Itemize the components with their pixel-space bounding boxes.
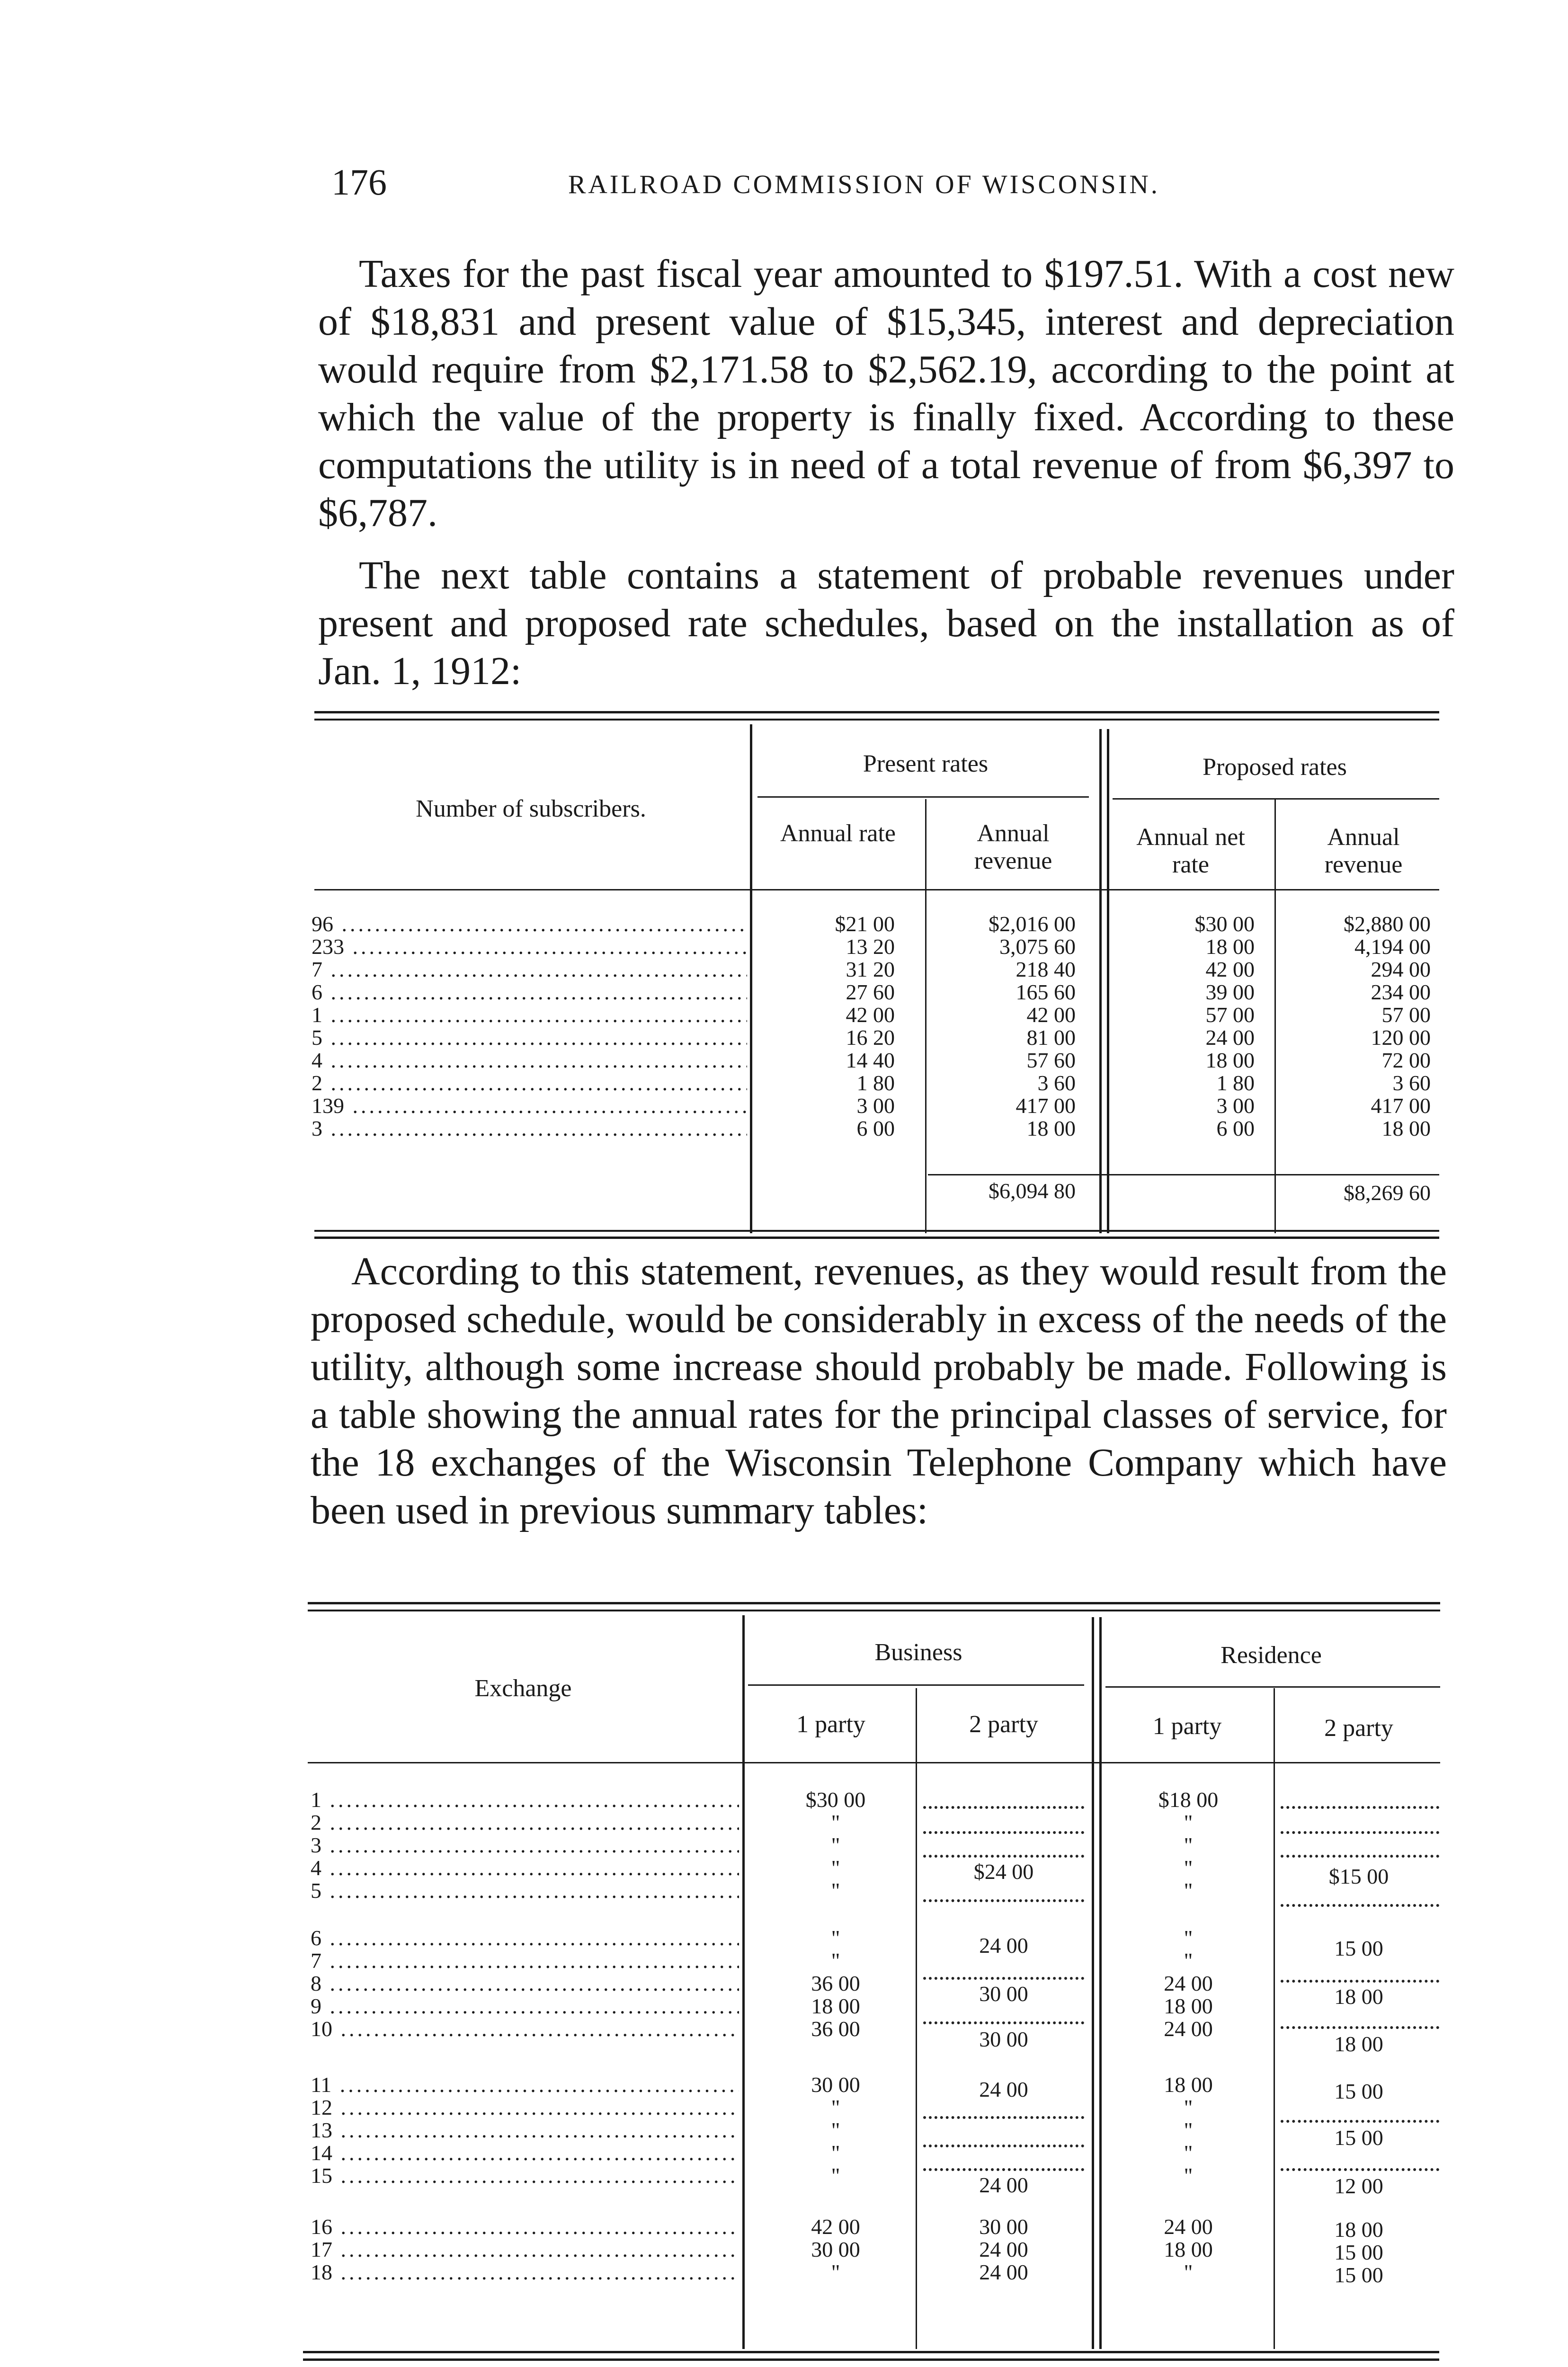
exchange-number: 7 ..... (311, 1949, 739, 1972)
table1-divider (1099, 729, 1102, 1233)
subscriber-count: 4 ..... (312, 1049, 747, 1072)
ditto-mark: " (1184, 1878, 1193, 1903)
proposed-revenue-cell: 3 60 (1392, 1071, 1431, 1095)
table2-top-rule-2 (308, 1610, 1440, 1611)
table1-total-rule (928, 1174, 1439, 1175)
ditto-mark: " (1184, 2118, 1193, 2142)
exchange-number: 9 ..... (311, 1995, 739, 2018)
dotted-cell (923, 2021, 1084, 2024)
ditto-mark: " (831, 2118, 840, 2142)
present-revenue-cell: 218 40 (1016, 957, 1076, 981)
page-number: 176 (331, 161, 387, 203)
business-1-party-group-3 (788, 2073, 883, 2187)
exchange-number: 8 ..... (311, 1972, 739, 1995)
present-revenue-cell: 81 00 (1026, 1025, 1076, 1050)
table1-divider (1274, 799, 1276, 1233)
table2-header-rule (308, 1762, 1440, 1763)
ditto-mark: " (1184, 2095, 1193, 2119)
exchange-number: 6 ..... (311, 1927, 739, 1949)
subscriber-count: 233 ..... (312, 935, 747, 958)
proposed-rate-cell: 3 00 (1216, 1094, 1255, 1118)
dotted-cell (923, 1899, 1084, 1902)
proposed-revenue-cell: 4,194 00 (1354, 934, 1431, 959)
ditto-mark: " (1184, 1833, 1193, 1857)
dotted-cell (923, 1831, 1084, 1834)
proposed-rate-cell: $30 00 (1194, 912, 1255, 936)
proposed-revenue-cell: 57 00 (1381, 1003, 1431, 1027)
table2-group-rule (748, 1684, 1084, 1686)
proposed-revenue-cell: 234 00 (1371, 980, 1431, 1004)
dotted-cell (1281, 1980, 1439, 1983)
subscriber-count: 5 ..... (312, 1026, 747, 1049)
ditto-mark: " (831, 2163, 840, 2188)
present-rate-cell: $21 00 (835, 912, 895, 936)
exchange-number: 16 ..... (311, 2216, 739, 2238)
table1-header-rule (314, 889, 1439, 890)
table1-group-rule (757, 796, 1089, 798)
subscriber-count: 139 ..... (312, 1095, 747, 1117)
rate-cell: 15 00 (1334, 1936, 1383, 1960)
table1-top-rule-2 (314, 719, 1439, 721)
proposed-rate-cell: 42 00 (1205, 957, 1255, 981)
proposed-revenue-cell: 18 00 (1381, 1116, 1431, 1140)
total-proposed-revenue: $8,269 60 (1344, 1181, 1431, 1205)
residence-1-party-group-1 (1141, 1789, 1236, 1902)
present-rate-cell: 42 00 (846, 1003, 895, 1027)
rate-cell: 24 00 (1164, 1971, 1213, 1995)
exchange-number: 1 ..... (311, 1789, 739, 1811)
present-annual-revenue-column (952, 913, 1076, 1140)
rate-cell: $18 00 (1158, 1788, 1219, 1812)
rate-cell: $15 00 (1328, 1864, 1389, 1888)
dotted-cell (1281, 1806, 1439, 1809)
exchange-number: 11 ..... (311, 2073, 739, 2096)
exchange-number: 3 ..... (311, 1834, 739, 1857)
rate-cell: 24 00 (979, 2260, 1028, 2284)
table1-divider (1107, 729, 1109, 1233)
ditto-mark: " (1184, 2141, 1193, 2165)
rate-cell: 24 00 (979, 2237, 1028, 2261)
present-rate-cell: 1 80 (856, 1071, 895, 1095)
table2-divider (1274, 1688, 1275, 2349)
rate-cell: 18 00 (1334, 1984, 1383, 2009)
rate-cell: $30 00 (805, 1788, 866, 1812)
header-present-rates: Present rates (863, 750, 989, 777)
paragraph-table-intro: The next table contains a statement of probable revenues under present and proposed rate schedules, based on the installation as of Jan. 1, 1912: (318, 553, 1454, 693)
rate-cell: 15 00 (1334, 2240, 1383, 2264)
rate-cell: 18 00 (811, 1994, 860, 2018)
rate-cell: 18 00 (1164, 2073, 1213, 2097)
ditto-mark: " (831, 1833, 840, 1857)
proposed-revenue-cell: $2,880 00 (1344, 912, 1431, 936)
business-1-party-group-4 (788, 2216, 883, 2284)
rate-cell: 30 00 (979, 2215, 1028, 2239)
present-rate-cell: 27 60 (846, 980, 895, 1004)
rate-cell: 18 00 (1334, 2032, 1383, 2056)
exchange-group-2 (311, 1927, 739, 2040)
table1-group-rule (1113, 798, 1439, 800)
proposed-rate-cell: 24 00 (1205, 1025, 1255, 1050)
residence-1-party-group-3 (1141, 2073, 1236, 2187)
table1-divider (750, 724, 752, 1233)
exchange-group-1 (311, 1789, 739, 1902)
header-business-1-party: 1 party (796, 1711, 865, 1738)
rate-cell: 15 00 (1334, 2079, 1383, 2103)
proposed-net-rate-column (1155, 913, 1255, 1140)
rate-cell: 24 00 (979, 2173, 1028, 2197)
rate-cell: 24 00 (1164, 2215, 1213, 2239)
rate-cell: 12 00 (1334, 2174, 1383, 2198)
exchange-number: 10 ..... (311, 2018, 739, 2040)
proposed-rate-cell: 39 00 (1205, 980, 1255, 1004)
proposed-annual-revenue-column (1307, 913, 1431, 1140)
rate-cell: 36 00 (811, 2017, 860, 2041)
table1-bottom-rule-2 (314, 1237, 1439, 1239)
ditto-mark: " (1184, 1926, 1193, 1950)
header-annual-net-rate: Annual net rate (1136, 824, 1245, 878)
business-1-party-group-2 (788, 1927, 883, 2040)
header-number-of-subscribers: Number of subscribers. (416, 795, 646, 822)
proposed-revenue-cell: 72 00 (1381, 1048, 1431, 1072)
dotted-cell (923, 2116, 1084, 2119)
header-residence: Residence (1221, 1642, 1322, 1669)
proposed-revenue-cell: 294 00 (1371, 957, 1431, 981)
ditto-mark: " (1184, 2260, 1193, 2284)
rate-cell: 42 00 (811, 2215, 860, 2239)
header-exchange: Exchange (474, 1675, 572, 1702)
header-annual-rate: Annual rate (780, 820, 896, 847)
rate-cell: 18 00 (1164, 2237, 1213, 2261)
header-annual-revenue-proposed: Annual revenue (1324, 824, 1403, 878)
ditto-mark: " (831, 2095, 840, 2119)
rate-cell: 15 00 (1334, 2126, 1383, 2150)
present-revenue-cell: 3,075 60 (999, 934, 1076, 959)
table2-divider (916, 1688, 917, 2349)
rate-cell: 30 00 (811, 2237, 860, 2261)
proposed-rate-cell: 18 00 (1205, 1048, 1255, 1072)
subscriber-count: 3 ..... (312, 1117, 747, 1140)
rate-cell: 15 00 (1334, 2263, 1383, 2287)
present-revenue-cell: 42 00 (1026, 1003, 1076, 1027)
header-business: Business (874, 1639, 962, 1666)
exchange-number: 13 ..... (311, 2119, 739, 2142)
header-proposed-rates: Proposed rates (1203, 754, 1347, 781)
header-residence-1-party: 1 party (1152, 1713, 1222, 1740)
rate-cell: 30 00 (979, 1982, 1028, 2006)
residence-1-party-group-4 (1141, 2216, 1236, 2284)
exchange-number: 5 ..... (311, 1879, 739, 1902)
rate-cell: 24 00 (1164, 2017, 1213, 2041)
rate-cell: 36 00 (811, 1971, 860, 1995)
running-title: RAILROAD COMMISSION OF WISCONSIN. (568, 170, 1160, 199)
table1-divider (925, 799, 927, 1233)
header-business-2-party: 2 party (969, 1711, 1038, 1738)
subscribers-column (312, 913, 747, 1140)
proposed-revenue-cell: 120 00 (1371, 1025, 1431, 1050)
rate-cell: $24 00 (973, 1860, 1034, 1884)
exchange-number: 17 ..... (311, 2238, 739, 2261)
exchange-number: 2 ..... (311, 1811, 739, 1834)
exchange-number: 18 ..... (311, 2261, 739, 2284)
dotted-cell (923, 1855, 1084, 1858)
dotted-cell (923, 1806, 1084, 1809)
subscriber-count: 6 ..... (312, 981, 747, 1004)
dotted-cell (923, 2168, 1084, 2171)
exchange-number: 12 ..... (311, 2096, 739, 2119)
residence-1-party-group-2 (1141, 1927, 1236, 2040)
subscriber-count: 1 ..... (312, 1004, 747, 1026)
subscriber-count: 96 ..... (312, 913, 747, 935)
rate-cell: 24 00 (979, 1933, 1028, 1958)
subscriber-count: 2 ..... (312, 1072, 747, 1095)
present-revenue-cell: 18 00 (1026, 1116, 1076, 1140)
header-residence-2-party: 2 party (1324, 1715, 1393, 1742)
table2-divider (1092, 1617, 1094, 2349)
ditto-mark: " (831, 1878, 840, 1903)
rate-cell: 18 00 (1334, 2217, 1383, 2242)
ditto-mark: " (1184, 1949, 1193, 1973)
present-rate-cell: 6 00 (856, 1116, 895, 1140)
exchange-number: 14 ..... (311, 2142, 739, 2164)
proposed-revenue-cell: 417 00 (1371, 1094, 1431, 1118)
rate-cell: 30 00 (979, 2027, 1028, 2051)
total-present-revenue: $6,094 80 (989, 1179, 1076, 1203)
ditto-mark: " (1184, 1810, 1193, 1834)
proposed-rate-cell: 1 80 (1216, 1071, 1255, 1095)
proposed-rate-cell: 18 00 (1205, 934, 1255, 959)
paragraph-taxes: Taxes for the past fiscal year amounted to $197.51. With a cost new of $18,831 and present value of $15,345, interest and depreciation would require from $2,171.58 to $2,562.19, according to the point at which the value of the property is finally fixed. According to these computations the utility is in need of a total revenue of from $6,397 to $6,787. (318, 252, 1454, 535)
rate-cell: 24 00 (979, 2077, 1028, 2101)
present-rate-cell: 13 20 (846, 934, 895, 959)
ditto-mark: " (831, 1949, 840, 1973)
ditto-mark: " (831, 2260, 840, 2284)
present-revenue-cell: 165 60 (1016, 980, 1076, 1004)
present-rate-cell: 14 40 (846, 1048, 895, 1072)
dotted-cell (1281, 1855, 1439, 1858)
exchange-number: 15 ..... (311, 2164, 739, 2187)
dotted-cell (923, 1977, 1084, 1980)
table2-divider (1099, 1617, 1102, 2349)
table1-bottom-rule (314, 1230, 1439, 1232)
residence-2-party-group-4 (1311, 2218, 1406, 2287)
table2-divider (742, 1615, 745, 2349)
dotted-cell (1281, 2120, 1439, 2123)
business-1-party-group-1 (788, 1789, 883, 1902)
ditto-mark: " (831, 1926, 840, 1950)
ditto-mark: " (1184, 2163, 1193, 2188)
proposed-rate-cell: 6 00 (1216, 1116, 1255, 1140)
present-annual-rate-column (805, 913, 895, 1140)
exchange-group-3 (311, 2073, 739, 2187)
present-rate-cell: 3 00 (856, 1094, 895, 1118)
table2-bottom-rule (303, 2351, 1439, 2353)
header-annual-revenue: Annual revenue (974, 820, 1052, 874)
dotted-cell (1281, 2026, 1439, 2029)
rate-cell: 18 00 (1164, 1994, 1213, 2018)
present-rate-cell: 16 20 (846, 1025, 895, 1050)
table2-group-rule (1105, 1686, 1440, 1688)
ditto-mark: " (831, 1856, 840, 1880)
table2-bottom-rule-2 (303, 2358, 1439, 2361)
table2-top-rule (308, 1602, 1440, 1604)
dotted-cell (1281, 1904, 1439, 1907)
present-revenue-cell: 417 00 (1016, 1094, 1076, 1118)
ditto-mark: " (1184, 1856, 1193, 1880)
business-2-party-group-4 (956, 2216, 1051, 2284)
subscriber-count: 7 ..... (312, 958, 747, 981)
ditto-mark: " (831, 1810, 840, 1834)
proposed-rate-cell: 57 00 (1205, 1003, 1255, 1027)
present-rate-cell: 31 20 (846, 957, 895, 981)
dotted-cell (1281, 1831, 1439, 1834)
present-revenue-cell: 3 60 (1037, 1071, 1076, 1095)
paragraph-summary: According to this statement, revenues, as they would result from the proposed schedule, would be considerably in excess of the needs of the utility, although some increase should probably be made. Following is a table showing the annual rates for the principal classes of service, for the 18 exchanges of the Wisconsin Telephone Company which have been used in previous summary tables: (311, 1249, 1447, 1532)
present-revenue-cell: 57 60 (1026, 1048, 1076, 1072)
exchange-group-4 (311, 2216, 739, 2284)
present-revenue-cell: $2,016 00 (989, 912, 1076, 936)
rate-cell: 30 00 (811, 2073, 860, 2097)
dotted-cell (923, 2145, 1084, 2147)
ditto-mark: " (831, 2141, 840, 2165)
table1-top-rule (314, 711, 1439, 713)
exchange-number: 4 ..... (311, 1857, 739, 1879)
dotted-cell (1281, 2168, 1439, 2171)
page-header (303, 161, 1439, 218)
